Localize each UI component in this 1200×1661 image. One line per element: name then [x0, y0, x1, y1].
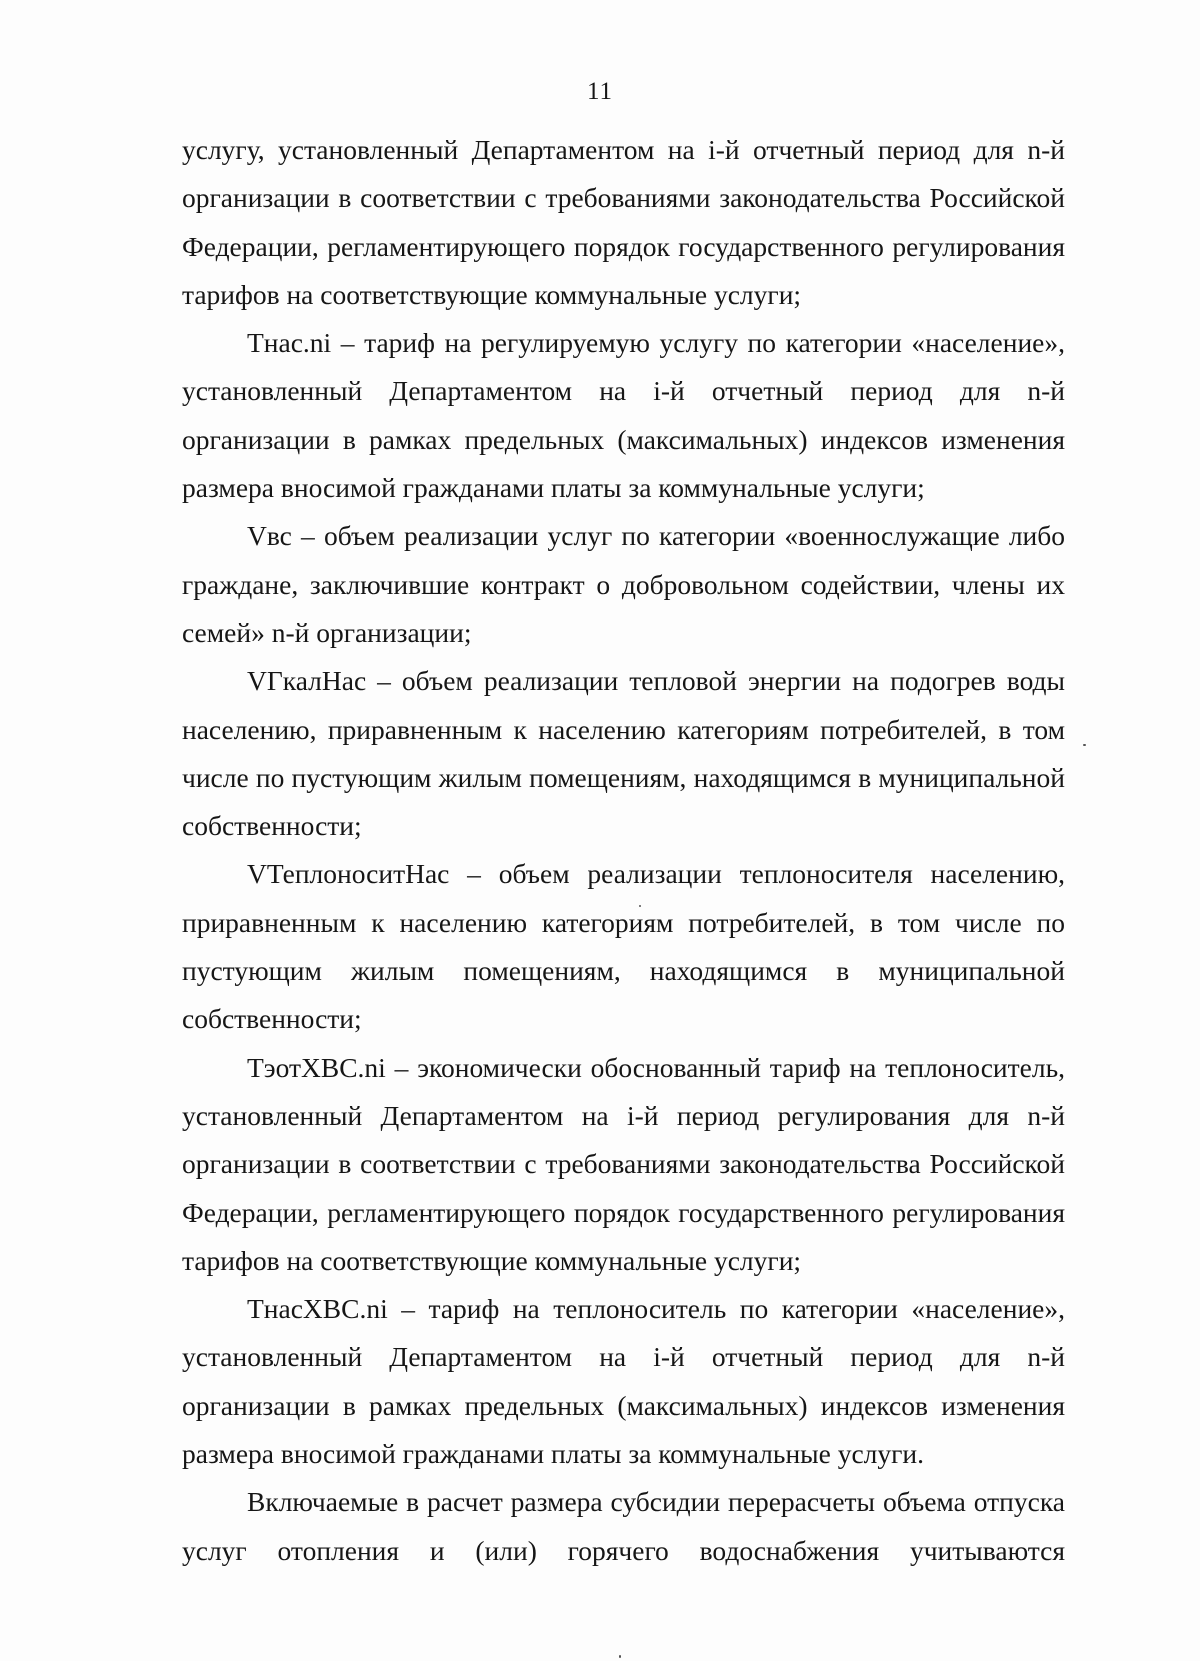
scan-speck	[639, 905, 641, 907]
paragraph-tnas-definition: Тнас.ni – тариф на регулируемую услугу по категории «население», установленный Департаментом на i-й отчетный период для n-й организации в рамках предельных (максимальных) индексов изменения размера вносимой гражданами платы за коммунальные услуги;	[182, 327, 1065, 504]
paragraph-vgkalnas-definition: VГкалНас – объем реализации тепловой энергии на подогрев воды населению, приравненным к населению категориям потребителей, в том числе по пустующим жилым помещениям, находящимся в муниципальной собственности;	[182, 665, 1065, 842]
page-number: 11	[586, 78, 614, 105]
paragraph-recalculation: Включаемые в расчет размера субсидии перерасчеты объема отпуска услуг отопления и (или) горячего водоснабжения учитываются	[182, 1486, 1065, 1566]
paragraph-teothvs-definition: ТэотХВС.ni – экономически обоснованный тариф на теплоноситель, установленный Департаментом на i-й период регулирования для n-й организации в соответствии с требованиями законодательства Российской Федерации, регламентирующего порядок государственного регулирования тарифов на соответствующие коммунальные услуги;	[182, 1051, 1065, 1276]
scan-speck	[1083, 744, 1086, 746]
document-body	[182, 126, 1065, 1575]
paragraph-vteplonositnas-definition: VТеплоноситНас – объем реализации теплоносителя населению, приравненным к населению категориям потребителей, в том числе по пустующим жилым помещениям, находящимся в муниципальной собственности;	[182, 858, 1065, 1035]
paragraph-vvs-definition: Vвс – объем реализации услуг по категории «военнослужащие либо граждане, заключившие контракт о добровольном содействии, члены их семей» n-й организации;	[182, 520, 1065, 648]
paragraph-tnashvs-definition: ТнасХВС.ni – тариф на теплоноситель по категории «население», установленный Департаментом на i-й отчетный период для n-й организации в рамках предельных (максимальных) индексов изменения размера вносимой гражданами платы за коммунальные услуги.	[182, 1293, 1065, 1470]
paragraph-continuation: услугу, установленный Департаментом на i-й отчетный период для n-й организации в соответствии с требованиями законодательства Российской Федерации, регламентирующего порядок государственного регулирования тарифов на соответствующие коммунальные услуги;	[182, 134, 1065, 310]
scan-speck	[619, 1655, 621, 1658]
